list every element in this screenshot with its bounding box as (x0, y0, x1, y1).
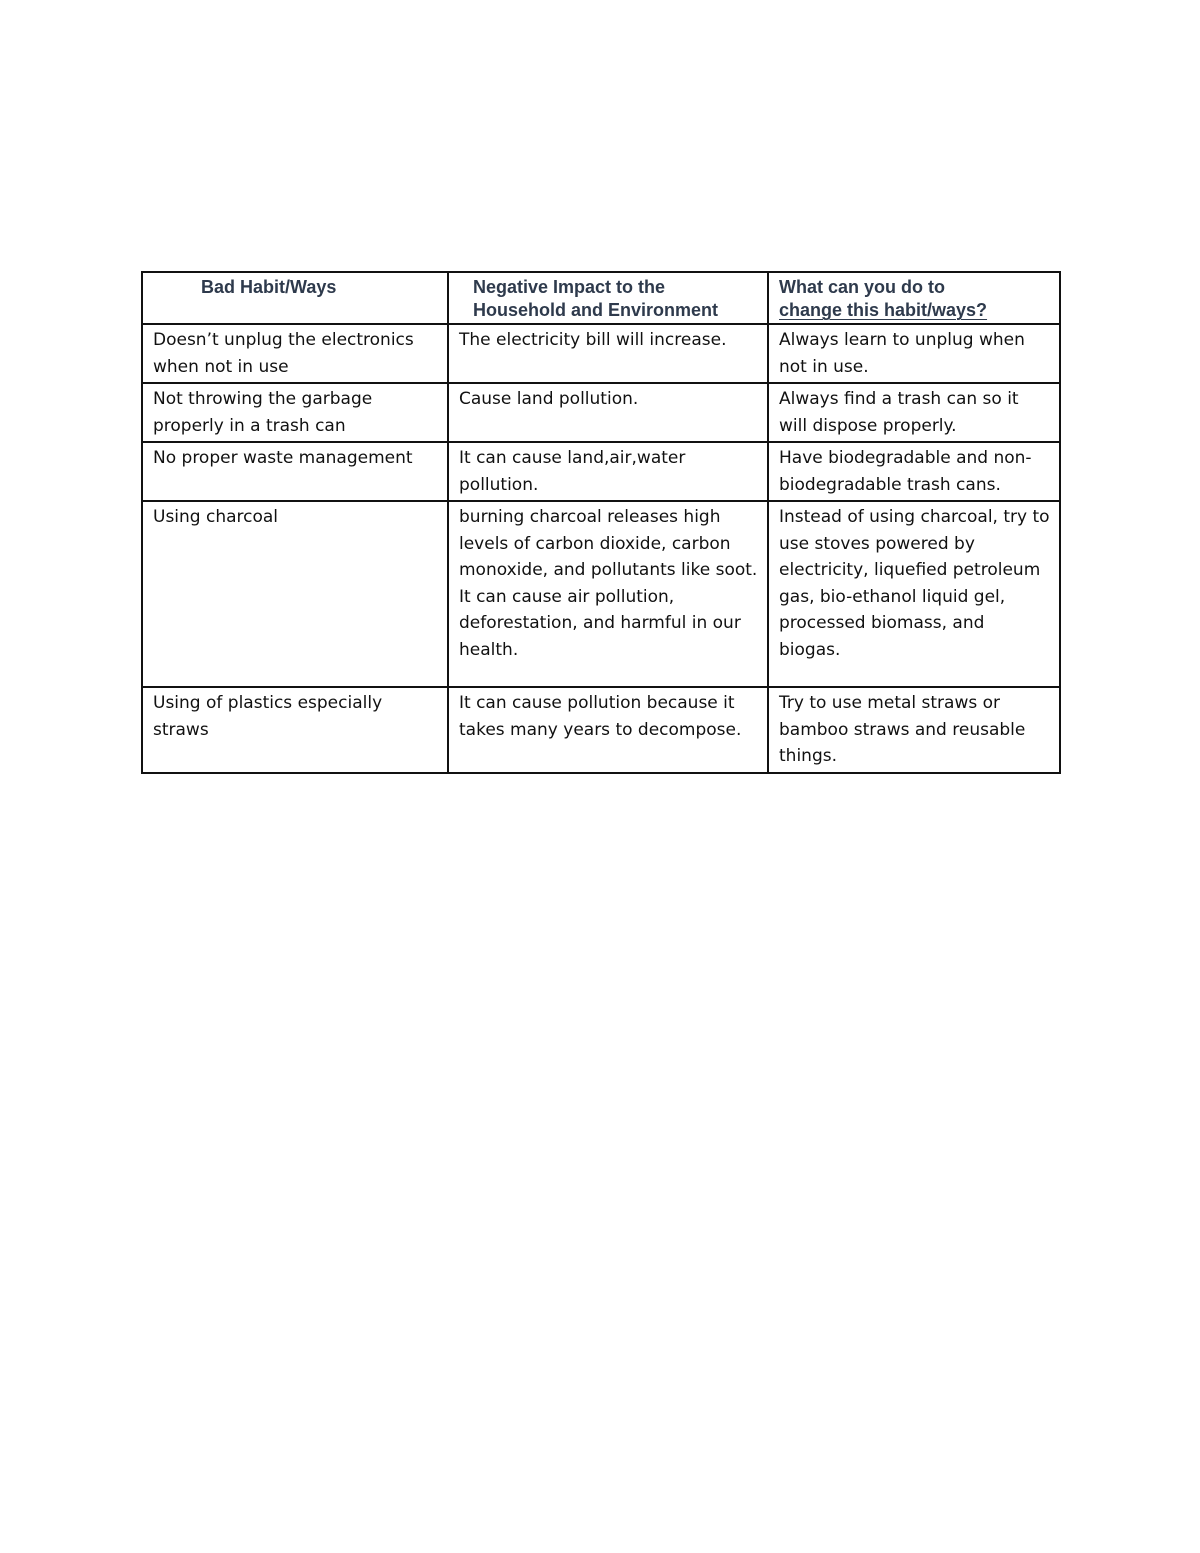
header-what-can-you-do-line2: change this habit/ways? (779, 300, 988, 320)
table-row (142, 687, 1060, 773)
table-header-row (142, 272, 1060, 324)
header-negative-impact (448, 272, 768, 324)
cell-impact: The electricity bill will increase. (448, 324, 768, 383)
header-what-can-you-do (768, 272, 1060, 324)
header-negative-impact-line2: Household and Environment (473, 300, 719, 320)
cell-habit: Using of plastics especially straws (142, 687, 448, 773)
cell-action: Instead of using charcoal, try to use stoves powered by electricity, liquefied petroleum gas, bio-ethanol liquid gel, processed biomass, and biogas. (768, 501, 1060, 687)
habits-table (141, 271, 1061, 774)
cell-impact: It can cause pollution because it takes many years to decompose. (448, 687, 768, 773)
cell-action: Have biodegradable and non-biodegradable trash cans. (768, 442, 1060, 501)
cell-habit: Using charcoal (142, 501, 448, 687)
cell-habit: No proper waste management (142, 442, 448, 501)
cell-action: Always learn to unplug when not in use. (768, 324, 1060, 383)
cell-action: Try to use metal straws or bamboo straws and reusable things. (768, 687, 1060, 773)
cell-impact: It can cause land,air,water pollution. (448, 442, 768, 501)
table-row (142, 324, 1060, 383)
header-negative-impact-line1: Negative Impact to the (473, 277, 666, 297)
table-row (142, 442, 1060, 501)
cell-habit: Not throwing the garbage properly in a trash can (142, 383, 448, 442)
header-what-can-you-do-line1: What can you do to (779, 277, 945, 297)
cell-habit: Doesn’t unplug the electronics when not in use (142, 324, 448, 383)
header-bad-habit: Bad Habit/Ways (142, 272, 448, 324)
cell-impact: burning charcoal releases high levels of carbon dioxide, carbon monoxide, and pollutants like soot. It can cause air pollution, deforestation, and harmful in our health. (448, 501, 768, 687)
cell-impact: Cause land pollution. (448, 383, 768, 442)
table-row (142, 383, 1060, 442)
table-row (142, 501, 1060, 687)
cell-action: Always find a trash can so it will dispose properly. (768, 383, 1060, 442)
